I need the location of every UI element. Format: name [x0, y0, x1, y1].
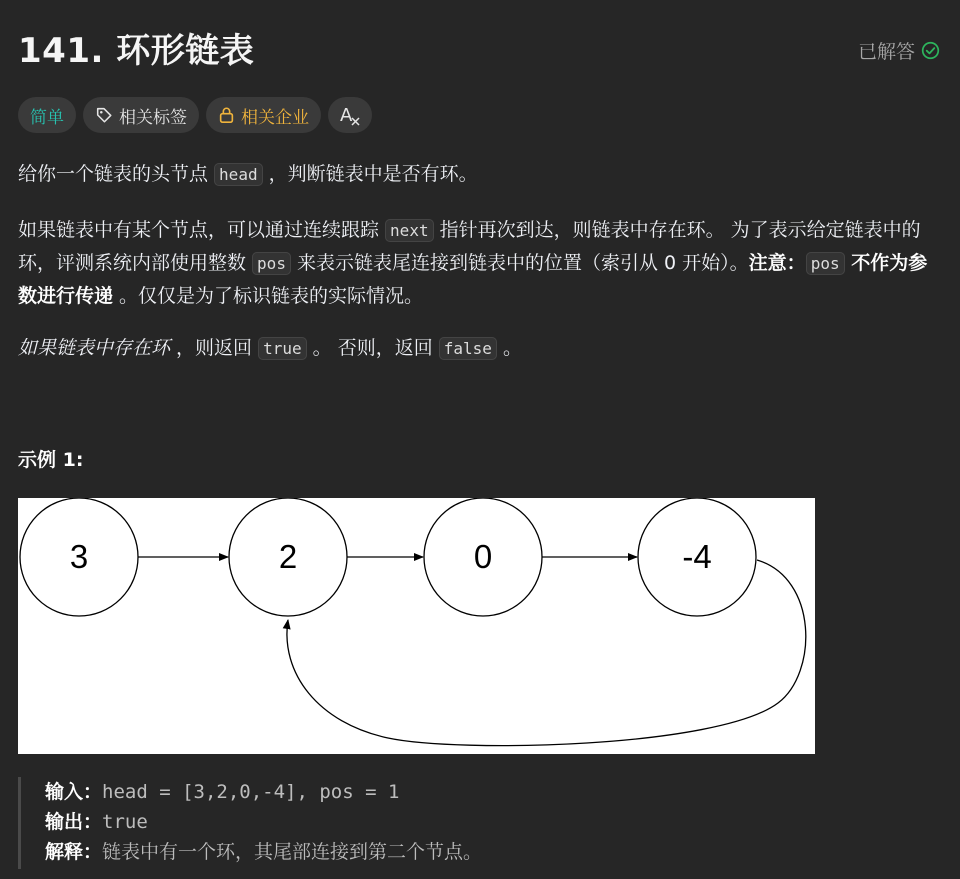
description-paragraph-2: 如果链表中有某个节点，可以通过连续跟踪 next 指针再次到达，则链表中存在环。 为了表示给定链表中的环，评测系统内部使用整数 pos 来表示链表尾连接到链表中的位置（索引从 0 开始）。注意： pos 不作为参数进行传递 。仅仅是为了标识链表的实际情况。 [18, 219, 928, 307]
font-size-icon: A [340, 105, 360, 126]
difficulty-label: 简单 [30, 107, 64, 128]
list-node [229, 498, 347, 616]
difficulty-tag[interactable] [18, 97, 76, 133]
inline-code: head [214, 163, 263, 186]
tag-bar [18, 97, 372, 133]
description-paragraph-3: 如果链表中存在环 ，则返回 true 。 否则，返回 false 。 [18, 337, 522, 359]
companies-tag-button[interactable] [206, 97, 321, 133]
solved-label: 已解答 [857, 41, 915, 63]
example-1-block [18, 777, 942, 869]
node-value: 0 [473, 538, 493, 575]
topics-label: 相关标签 [119, 107, 187, 128]
inline-code: true [258, 337, 307, 360]
node-value: -4 [682, 538, 712, 575]
node-value: 3 [69, 538, 89, 575]
solved-status[interactable] [858, 37, 940, 64]
tag-icon [95, 106, 113, 124]
example-input: 输入：head = [3,2,0,-4], pos = 1 [45, 781, 400, 803]
list-node [20, 498, 138, 616]
title-row [18, 28, 942, 76]
lock-icon [218, 106, 235, 124]
example-explanation: 解释：链表中有一个环，其尾部连接到第二个节点。 [45, 841, 483, 863]
inline-code: false [439, 337, 497, 360]
list-node [638, 498, 756, 616]
description-paragraph-1: 给你一个链表的头节点 head ，判断链表中是否有环。 [18, 163, 478, 185]
inline-code: pos [252, 252, 291, 275]
linked-list-diagram [18, 498, 815, 754]
list-node [424, 498, 542, 616]
inline-code: pos [806, 252, 845, 275]
node-value: 2 [278, 538, 298, 575]
example-1-title: 示例 1: [18, 449, 84, 471]
example-output: 输出：true [45, 811, 148, 833]
check-circle-icon [921, 41, 940, 60]
font-size-button[interactable] [328, 97, 372, 133]
topics-tag-button[interactable] [83, 97, 199, 133]
inline-code: next [385, 219, 434, 242]
companies-label: 相关企业 [241, 107, 309, 128]
problem-title: 141. 环形链表 [18, 31, 255, 71]
